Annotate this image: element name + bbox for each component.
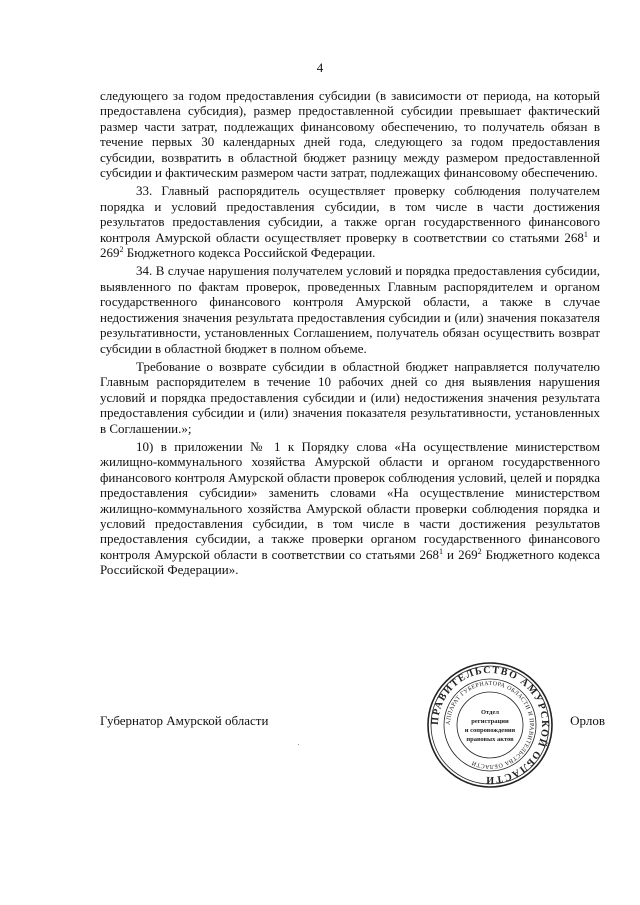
official-seal [425,660,555,790]
seal-inner-text: АППАРАТ ГУБЕРНАТОРА ОБЛАСТИ И ПРАВИТЕЛЬСТВА ОБЛАСТИ [445,680,535,770]
seal-center-line: Отдел [481,709,499,716]
signatory-title: Губернатор Амурской области [100,713,269,728]
paragraph-10: 10) в приложении № 1 к Порядку слова «На осуществление министерством жилищно-коммунального хозяйства Амурской области и органом государственного финансового контроля Амурской области проверок соблюдения условий, целей и порядка предоставления субсидии» заменить словами «На осуществление министерством жилищно-коммунального хозяйства Амурской области проверки соблюдения порядка и условий предоставления субсидии, в том числе в части достижения результатов предоставления субсидии, а также проверки органом государственного финансового контроля Амурской области в соответствии со статьями $268^1$ и $269^2$ Бюджетного кодекса Российской Федерации». [100,438,600,578]
paragraph-34: 34. В случае нарушения получателем условий и порядка предоставления субсидии, выявленного по фактам проверок, проведенных Главным распорядителем и органом государственного финансового контроля Амурской области, а также в случае недостижения значения результата предоставления субсидии и (или) значения показателя результативности, установленных Соглашением, получатель обязан осуществить возврат субсидии в областной бюджет в полном объеме. [100,263,600,356]
paragraph-continuation: следующего за годом предоставления субсидии (в зависимости от периода, на который предоставлена субсидия), размер предоставленной субсидии превышает фактический размер части затрат, подлежащих финансовому обеспечению, то получатель обязан в течение первых 30 календарных дней года, следующего за годом предоставления субсидии, возвратить в областной бюджет разницу между размером предоставленной субсидии и фактическим размером части затрат, подлежащих финансовому обеспечению. [100,88,600,181]
seal-center-line: регистрации [471,718,509,725]
seal-center-line: и сопровождения [464,727,516,734]
seal-outer-text: ПРАВИТЕЛЬСТВО АМУРСКОЙ ОБЛАСТИ [429,664,551,786]
paragraph-return-demand: Требование о возврате субсидии в областной бюджет направляется получателю Главным распорядителем в течение 10 рабочих дней со дня выявления нарушения условий и порядка предоставления субсидии и (или) недостижения значения результата предоставления субсидии и (или) значения показателя результативности, установленных в Соглашении.»; [100,358,600,436]
document-body [100,88,600,581]
paragraph-33: 33. Главный распорядитель осуществляет проверку соблюдения получателем порядка и условий предоставления субсидии, в том числе в части достижения результатов предоставления субсидии, а также орган государственного финансового контроля Амурской области осуществляет проверку в соответствии со статьями $268^1$ и $269^2$ Бюджетного кодекса Российской Федерации. [100,183,600,261]
page-number: 4 [316,60,324,75]
signatory-name: Орлов [570,713,605,728]
scan-artifact [298,744,299,745]
seal-center-line: правовых актов [466,736,514,743]
